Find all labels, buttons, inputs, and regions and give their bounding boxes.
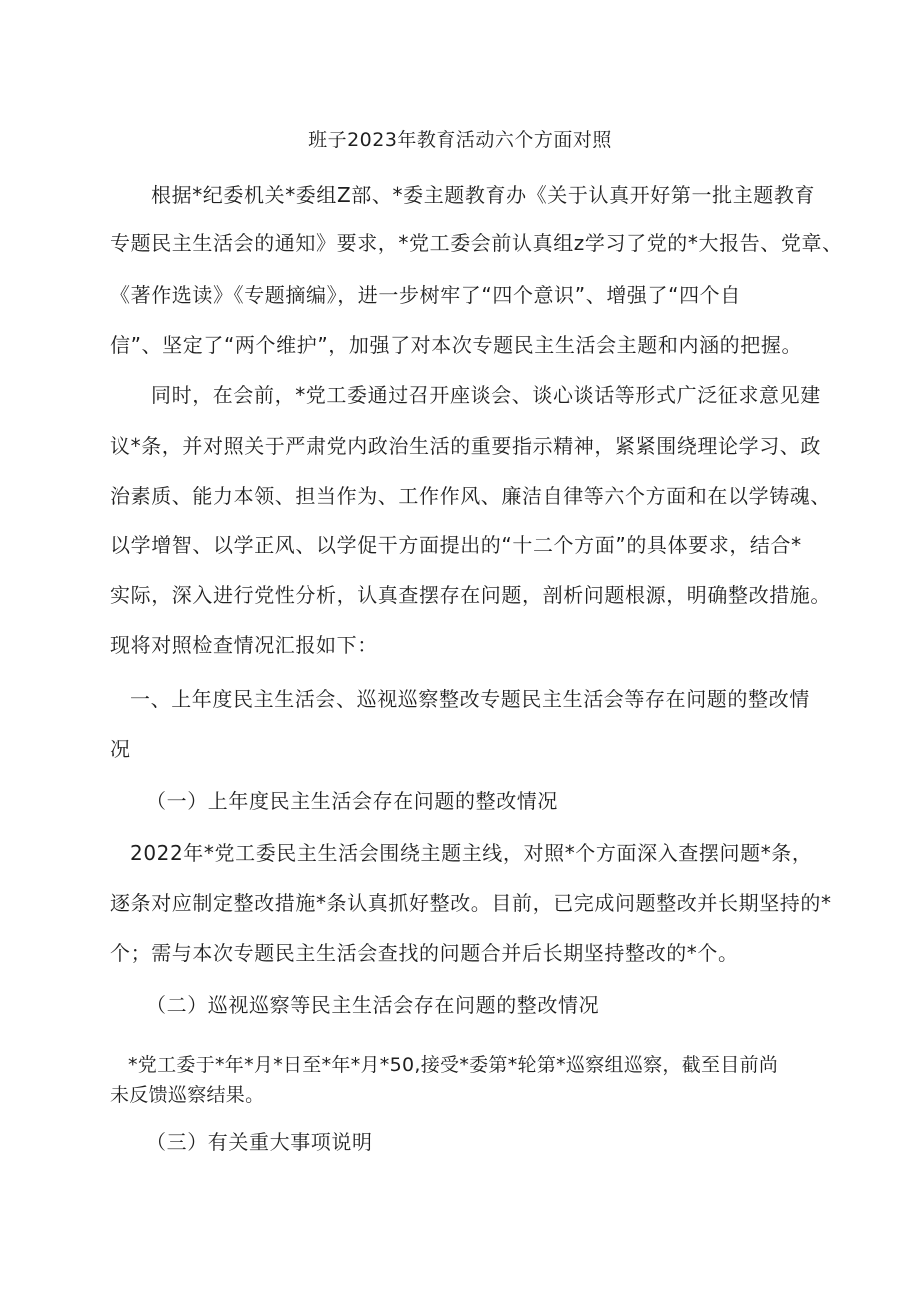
paragraph-line: 2022年*党工委民主生活会围绕主题主线，对照*个方面深入查摆问题*条， xyxy=(130,841,813,865)
paragraph-line: 专题民主生活会的通知》要求，*党工委会前认真组z学习了党的*大报告、党章、 xyxy=(110,231,843,255)
document-title: 班子2023年教育活动六个方面对照 xyxy=(308,129,612,151)
paragraph-line: 逐条对应制定整改措施*条认真抓好整改。目前，已完成问题整改并长期坚持的* xyxy=(110,891,832,915)
section-heading: 一、上年度民主生活会、巡视巡察整改专题民主生活会等存在问题的整改情 xyxy=(130,687,810,711)
subsection-heading: （二）巡视巡察等民主生活会存在问题的整改情况 xyxy=(146,993,600,1017)
paragraph-line: 实际，深入进行党性分析，认真查摆存在问题，剖析问题根源，明确整改措施。 xyxy=(110,583,831,607)
paragraph-line: 个；需与本次专题民主生活会查找的问题合并后长期坚持整改的*个。 xyxy=(110,941,739,965)
paragraph-line: 治素质、能力本领、担当作为、工作作风、廉洁自律等六个方面和在以学铸魂、 xyxy=(110,484,831,508)
paragraph-line: 信”、坚定了“两个维护”，加强了对本次专题民主生活会主题和内涵的把握。 xyxy=(110,333,803,357)
paragraph-line: 议*条，并对照关于严肃党内政治生活的重要指示精神，紧紧围绕理论学习、政 xyxy=(110,434,821,458)
subsection-heading: （三）有关重大事项说明 xyxy=(146,1130,373,1154)
subsection-heading: （一）上年度民主生活会存在问题的整改情况 xyxy=(146,789,558,813)
paragraph-line: 根据*纪委机关*委组Z部、*委主题教育办《关于认真开好第一批主题教育 xyxy=(151,183,816,207)
section-heading: 况 xyxy=(110,737,131,761)
paragraph-line: 未反馈巡察结果。 xyxy=(110,1084,265,1106)
paragraph-line: *党工委于*年*月*日至*年*月*50,接受*委第*轮第*巡察组巡察，截至目前尚 xyxy=(128,1054,779,1076)
paragraph-line: 以学增智、以学正风、以学促干方面提出的“十二个方面”的具体要求，结合* xyxy=(110,533,802,557)
paragraph-line: 现将对照检查情况汇报如下： xyxy=(110,633,378,657)
paragraph-line: 同时，在会前，*党工委通过召开座谈会、谈心谈话等形式广泛征求意见建 xyxy=(151,383,821,407)
paragraph-line: 《著作选读》《专题摘编》，进一步树牢了“四个意识”、增强了“四个自 xyxy=(110,283,741,307)
